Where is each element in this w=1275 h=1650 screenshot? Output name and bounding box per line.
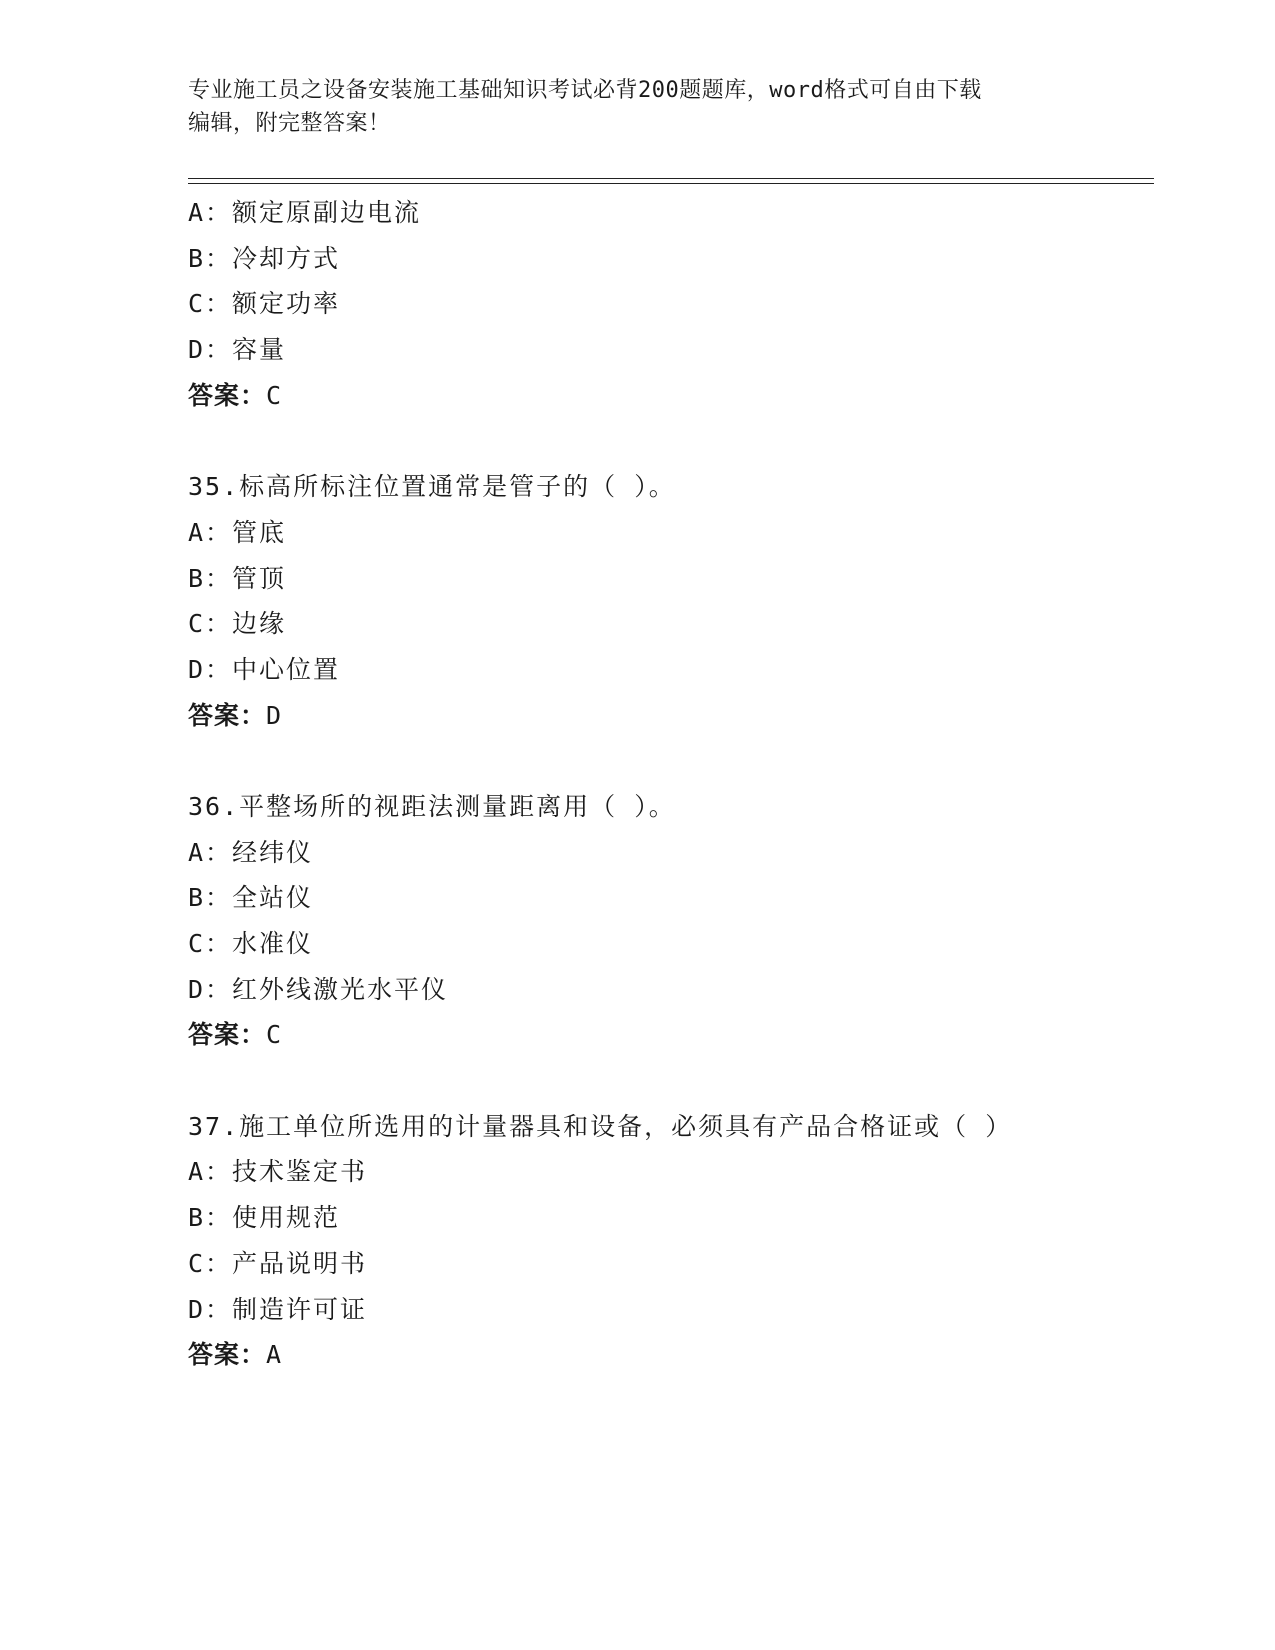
question-list [188,190,1154,1378]
question-text: 37.施工单位所选用的计量器具和设备，必须具有产品合格证或（ ） [188,1111,1013,1141]
option-d: D：制造许可证 [188,1294,368,1324]
option-a: A：技术鉴定书 [188,1157,368,1187]
option-b: B：管顶 [188,563,287,593]
answer-label: 答案： [188,380,267,410]
header-divider-top [188,178,1154,179]
answer-value: D [266,700,283,730]
option-b: B：全站仪 [188,883,314,913]
question-block-35 [188,464,1154,738]
answer-line [188,1332,1154,1378]
question-text: 36.平整场所的视距法测量距离用（ ）。 [188,791,676,821]
answer-line [188,1012,1154,1058]
option-b: B：冷却方式 [188,243,341,273]
answer-line [188,693,1154,739]
answer-value: C [266,1020,283,1050]
option-c: C：水准仪 [188,929,314,958]
option-b: B：使用规范 [188,1203,341,1233]
option-a: A：管底 [188,517,287,547]
option-d: D：容量 [188,335,287,365]
answer-label: 答案： [188,1340,267,1370]
question-text: 35.标高所标注位置通常是管子的（ ）。 [188,472,676,502]
question-block-37 [188,1104,1154,1378]
option-c: C：产品说明书 [188,1248,368,1278]
answer-label: 答案： [188,1020,267,1050]
option-d: D：红外线激光水平仪 [188,974,449,1004]
option-c: C：边缘 [188,609,287,639]
option-d: D：中心位置 [188,654,341,684]
answer-line [188,373,1154,419]
header-divider-bottom [188,183,1154,184]
option-a: A：额定原副边电流 [188,198,422,227]
document-header [188,74,1088,140]
answer-value: C [266,380,283,410]
option-c: C：额定功率 [188,289,341,319]
header-line-1: 专业施工员之设备安装施工基础知识考试必背200题题库，word格式可自由下载 [188,78,982,103]
question-block-36 [188,784,1154,1058]
answer-value: A [266,1340,283,1370]
question-block-34 [188,190,1154,418]
answer-label: 答案： [188,700,267,730]
option-a: A：经纬仪 [188,837,314,867]
header-line-2: 编辑，附完整答案！ [188,111,391,136]
